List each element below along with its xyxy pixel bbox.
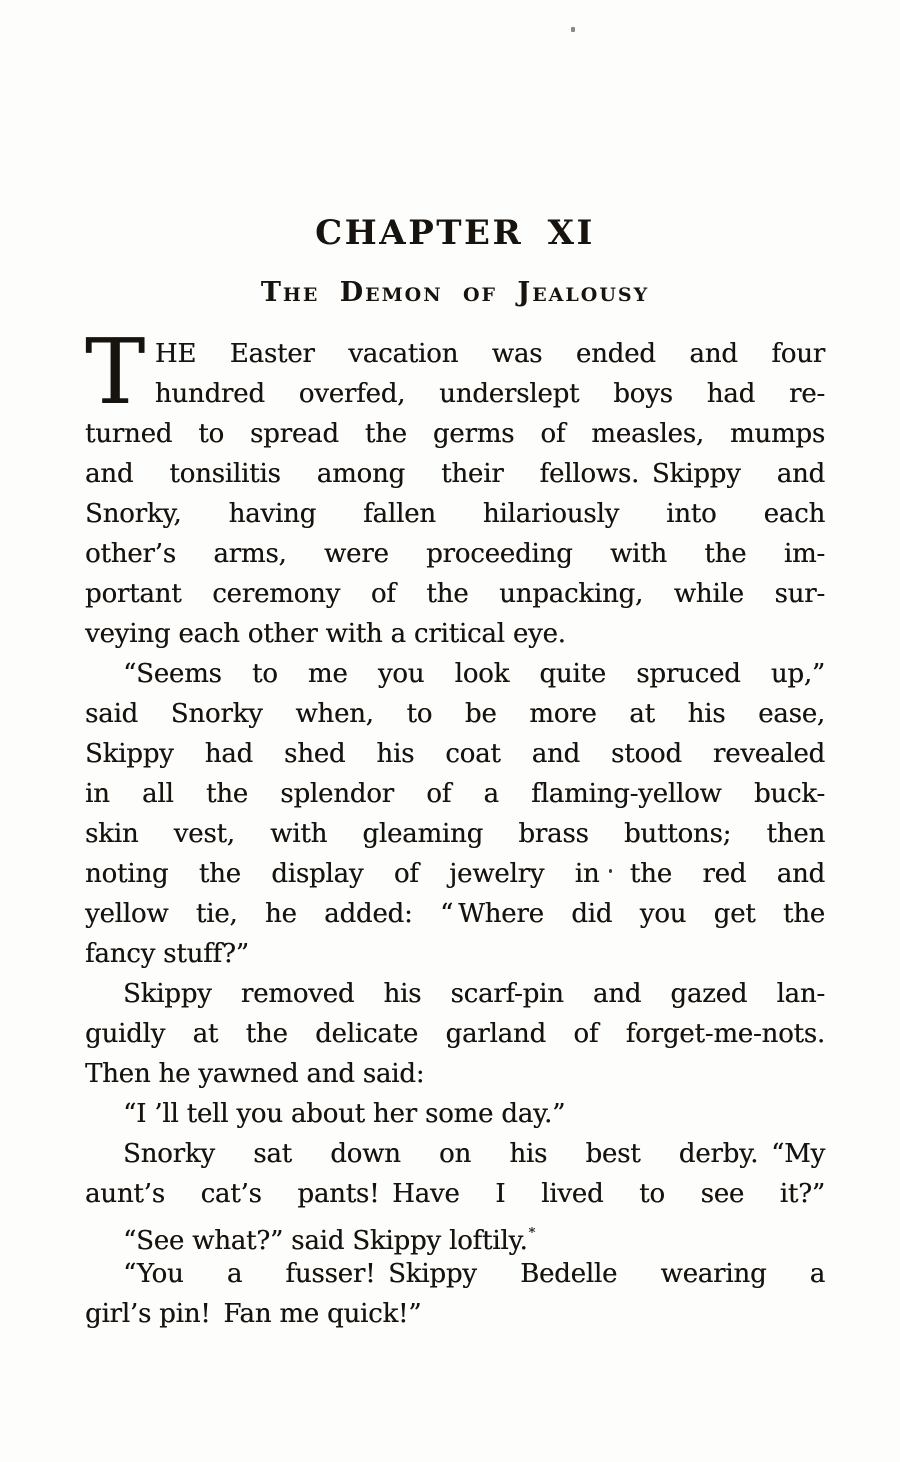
- chapter-subtitle: The Demon of Jealousy: [260, 277, 650, 308]
- text-line: [85, 1214, 825, 1254]
- text-line: noting the display of jewelry in the red and: [85, 859, 825, 889]
- chapter-heading: CHAPTER XI: [315, 213, 595, 253]
- text-line: Skippy removed his scarf-pin and gazed lan-: [123, 979, 825, 1009]
- text-line: “I ’ll tell you about her some day.”: [123, 1099, 566, 1129]
- text-line: Then he yawned and said:: [85, 1059, 425, 1089]
- text-line: other’s arms, were proceeding with the im-: [85, 539, 825, 569]
- text-line: in all the splendor of a flaming-yellow buck-: [85, 779, 825, 809]
- paragraph-opening: [85, 320, 825, 654]
- text-line: turned to spread the germs of measles, mumps: [85, 419, 825, 449]
- text-line: guidly at the delicate garland of forget-me-nots.: [85, 1019, 825, 1049]
- paragraph: [85, 1214, 825, 1254]
- paragraph: [85, 1094, 825, 1134]
- drop-cap: T: [85, 320, 145, 425]
- text-line: Snorky sat down on his best derby. “My: [123, 1139, 825, 1169]
- text-line: girl’s pin! Fan me quick!”: [85, 1299, 422, 1329]
- text-line-content: “See what?” said Skippy loftily.: [123, 1226, 528, 1256]
- text-line: portant ceremony of the unpacking, while sur-: [85, 579, 825, 609]
- text-line: veying each other with a critical eye.: [85, 619, 566, 649]
- body-text: [85, 320, 825, 1334]
- text-line: aunt’s cat’s pants! Have I lived to see it?”: [85, 1179, 825, 1209]
- text-line: and tonsilitis among their fellows. Skippy and: [85, 459, 825, 489]
- text-line: Snorky, having fallen hilariously into each: [85, 499, 825, 529]
- text-line: fancy stuff?”: [85, 939, 249, 969]
- text-line: “You a fusser! Skippy Bedelle wearing a: [123, 1259, 825, 1289]
- paragraph: [85, 1254, 825, 1334]
- text-line: HE Easter vacation was ended and four: [154, 339, 825, 369]
- text-line: skin vest, with gleaming brass buttons; then: [85, 819, 825, 849]
- text-line: Skippy had shed his coat and stood revealed: [85, 739, 825, 769]
- text-line: hundred overfed, underslept boys had re-: [154, 379, 825, 409]
- text-line: yellow tie, he added: “ Where did you get the: [85, 899, 825, 929]
- paragraph: [85, 1134, 825, 1214]
- paragraph: [85, 974, 825, 1094]
- text-line: “Seems to me you look quite spruced up,”: [123, 659, 825, 689]
- text-line: said Snorky when, to be more at his ease,: [85, 699, 825, 729]
- scan-speck: [571, 27, 575, 32]
- ink-artifact: *: [528, 1226, 535, 1241]
- text-block: [85, 214, 825, 1334]
- paragraph: [85, 654, 825, 974]
